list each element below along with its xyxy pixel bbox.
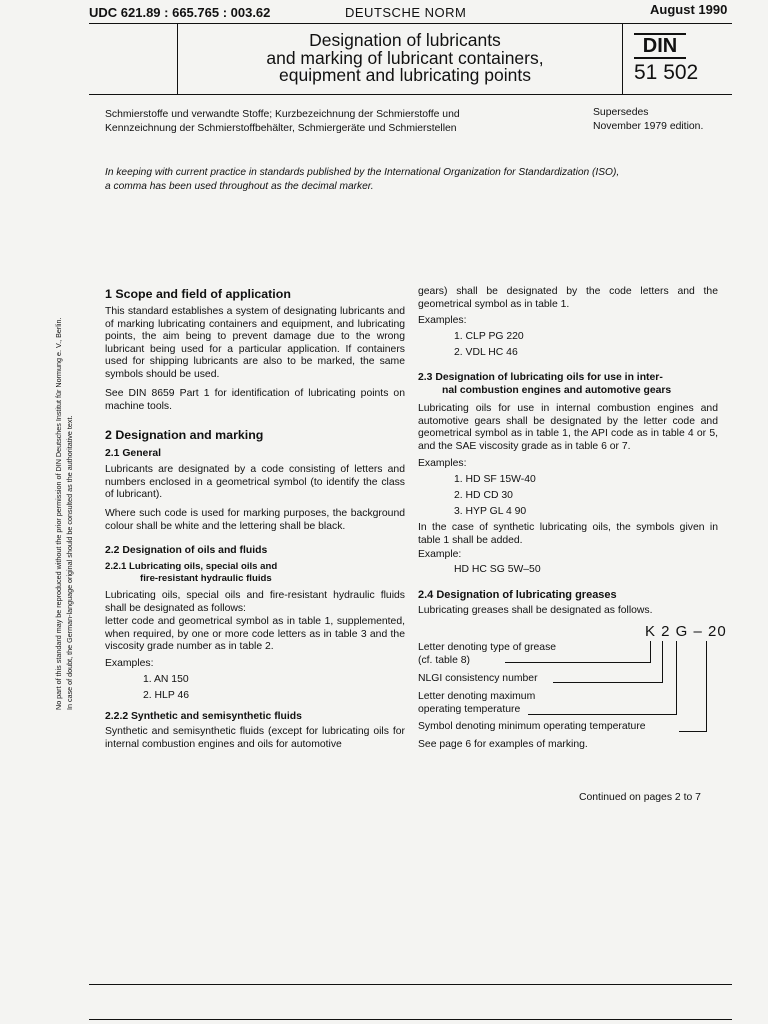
- side-note-line: No part of this standard may be reproduced without the prior permission of DIN Deutsches Institut für Normung e. V., Berlin.: [54, 317, 63, 710]
- side-note-line: In case of doubt, the German-language original should be consulted as the authoritative text.: [64, 415, 74, 710]
- section-2-4-heading: 2.4 Designation of lubricating greases: [418, 589, 617, 601]
- examples-label: Examples:: [105, 658, 154, 669]
- examples-label: Examples:: [418, 458, 467, 469]
- example-label: Example:: [418, 549, 462, 560]
- grease-label-min-temp: Symbol denoting minimum operating temperature: [418, 721, 646, 732]
- din-number: 51 502: [634, 61, 699, 84]
- section-2-2-2-paragraph: Synthetic and semisynthetic fluids (except for lubricating oils for internal combustion engines and oils for automotive: [105, 726, 405, 750]
- section-2-2-1-heading: [105, 561, 277, 585]
- grease-label-nlgi: NLGI consistency number: [418, 673, 538, 684]
- supersedes-label: Supersedes: [593, 107, 649, 118]
- section-2-2-1-heading-line: 2.2.1 Lubricating oils, special oils and: [105, 561, 278, 572]
- example-item: 2. HD CD 30: [454, 490, 513, 501]
- leader-line-k: [650, 641, 651, 662]
- example-item: HD HC SG 5W–50: [454, 564, 541, 575]
- section-2-2-1-paragraph: Lubricating oils, special oils and fire-resistant hydraulic fluids shall be designated as follows:: [105, 590, 405, 614]
- examples-label: Examples:: [418, 315, 467, 326]
- example-item: 1. CLP PG 220: [454, 331, 524, 342]
- section-2-2-heading: 2.2 Designation of oils and fluids: [105, 545, 268, 556]
- example-item: 2. VDL HC 46: [454, 347, 518, 358]
- din-logo: DIN: [634, 33, 686, 59]
- section-2-1-paragraph: Lubricants are designated by a code consisting of letters and numbers enclosed in a geometrical symbol (to identify the class of lubricant).: [105, 464, 405, 501]
- section-2-4-paragraph: Lubricating greases shall be designated as follows.: [418, 605, 653, 616]
- example-item: 3. HYP GL 4 90: [454, 506, 527, 517]
- section-2-3-paragraph: Lubricating oils for use in internal combustion engines and automotive gears shall be designated by the letter code and geometrical symbol as in table 1, the API code as in table 4 or 5, and the SAE viscosity grade as in table 6 or 7.: [418, 403, 718, 452]
- section-2-3-heading-line-2: nal combustion engines and automotive gears: [442, 384, 672, 396]
- example-item: 1. HD SF 15W-40: [454, 474, 536, 485]
- norm-label: DEUTSCHE NORM: [345, 5, 467, 20]
- german-title: [105, 108, 585, 136]
- copyright-side-note: [54, 210, 75, 710]
- german-title-line: Kennzeichnung der Schmierstoffbehälter, Schmiergeräte und Schmierstellen: [105, 123, 457, 134]
- footer-box: [89, 984, 732, 1020]
- continued-paragraph: gears) shall be designated by the code letters and the geometrical symbol as in table 1.: [418, 286, 718, 310]
- section-1-heading: 1 Scope and field of application: [105, 287, 291, 301]
- section-2-1-paragraph-2: Where such code is used for marking purposes, the background colour shall be white and the lettering shall be black.: [105, 508, 405, 532]
- leader-line-g-h: [528, 714, 677, 715]
- example-item: 1. AN 150: [143, 674, 189, 685]
- title-box-divider-left: [177, 23, 178, 95]
- leader-line-2-h: [553, 682, 663, 683]
- leader-line-g: [676, 641, 677, 714]
- section-2-1-heading: 2.1 General: [105, 448, 162, 459]
- document-title: [195, 32, 615, 85]
- iso-decimal-note: [105, 166, 720, 194]
- supersedes-note: [593, 106, 703, 134]
- section-2-2-1-heading-line-2: fire-resistant hydraulic fluids: [140, 573, 272, 584]
- leader-line-k-h: [505, 662, 651, 663]
- leader-line-20-h: [679, 731, 707, 732]
- section-2-3-heading-line: 2.3 Designation of lubricating oils for use in inter-: [418, 372, 663, 383]
- grease-label-type: [418, 642, 556, 667]
- section-1-paragraph: This standard establishes a system of designating lubricants and of marking lubricating containers and equipment, and lubricating points, the aim being to prevent damage due to the wrong lubricant being used for a particular application. If containers used for shipping lubricants are also to be marked, the same symbols should be used.: [105, 306, 405, 380]
- title-line: and marking of lubricant containers,: [266, 47, 544, 68]
- grease-label-line: (cf. table 8): [418, 654, 470, 666]
- udc-code: UDC 621.89 : 665.765 : 003.62: [89, 5, 271, 20]
- iso-note-line: In keeping with current practice in standards published by the International Organization for Standardization (ISO),: [105, 167, 620, 178]
- grease-label-line: Letter denoting type of grease: [418, 642, 557, 653]
- section-1-paragraph-2: See DIN 8659 Part 1 for identification of lubricating points on machine tools.: [105, 388, 405, 412]
- leader-line-20: [706, 641, 707, 731]
- continued-note: Continued on pages 2 to 7: [579, 792, 701, 803]
- title-line: equipment and lubricating points: [279, 65, 531, 85]
- section-2-3-paragraph-2: In the case of synthetic lubricating oils, the symbols given in table 1 shall be added.: [418, 522, 718, 546]
- grease-label-line: Letter denoting maximum: [418, 691, 536, 702]
- grease-code: K 2 G – 20: [645, 623, 727, 640]
- grease-label-line: operating temperature: [418, 703, 521, 715]
- leader-line-2: [662, 641, 663, 682]
- iso-note-line: a comma has been used throughout as the decimal marker.: [105, 181, 374, 192]
- grease-label-max-temp: [418, 691, 535, 716]
- title-line: Designation of lubricants: [309, 30, 501, 50]
- section-2-heading: 2 Designation and marking: [105, 428, 264, 442]
- section-2-2-2-heading: 2.2.2 Synthetic and semisynthetic fluids: [105, 711, 302, 722]
- title-box-divider-right: [622, 23, 623, 95]
- example-item: 2. HLP 46: [143, 690, 190, 701]
- see-page-note: See page 6 for examples of marking.: [418, 739, 588, 750]
- issue-date: August 1990: [650, 2, 728, 17]
- section-2-3-heading: [418, 372, 718, 397]
- german-title-line: Schmierstoffe und verwandte Stoffe; Kurzbezeichnung der Schmierstoffe und: [105, 109, 460, 120]
- section-2-2-1-paragraph-2: letter code and geometrical symbol as in table 1, supplemented, when required, by one or more code letters as in table 3 and the viscosity grade number as in table 2.: [105, 616, 405, 653]
- supersedes-edition: November 1979 edition.: [593, 121, 704, 132]
